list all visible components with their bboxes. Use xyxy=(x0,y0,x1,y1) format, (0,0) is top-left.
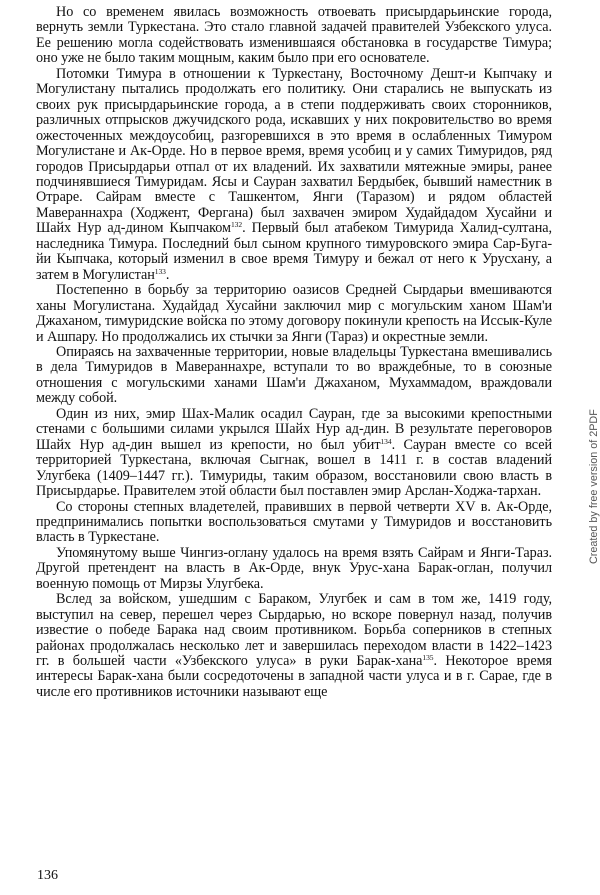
paragraph-text: Упомянутому выше Чингиз-оглану удалось на время взять Сайрам и Янги-Тараз. Другой претендент на власть в Ак-Орде, внук Урус-хана Барак-оглан, получил военную помощь от Мирзы Улугбека. xyxy=(36,544,552,592)
paragraph xyxy=(36,592,552,700)
paragraph-text: . Первый был атабеком Тимурида Халид-султана, наследника Тимура. Последний был сыном крупного тимуровского эмира Сар-Буга-йи Кыпчака, который изменил в свое время Тимуру и бежал от него к Урусхану, а затем в Могулистан xyxy=(36,220,552,283)
paragraph xyxy=(36,407,552,500)
paragraph-text: Постепенно в борьбу за территорию оазисов Средней Сырдарьи вмешиваются ханы Могулистана. Худайдад Хусайни заключил мир с могульским ханом Шам'и Джаханом, тимуридские войска по этому договору покинули крепость на Иссык-Куле и Ашпару. Но продолжались их стычки за Янги (Тараз) и окрестные земли. xyxy=(36,282,552,345)
paragraph xyxy=(36,345,552,407)
footnote-ref: 133 xyxy=(154,266,166,276)
paragraph xyxy=(36,5,552,67)
paragraph-text: Вслед за войском, ушедшим с Бараком, Улугбек и сам в том же, 1419 году, выступил на север, перешел через Сырдарью, но вскоре повернул назад, получив известие о победе Барака над своим противником. Борьба соперников в степных районах продолжалась несколько лет и завершилась переходом власти в 1422–1423 гг. в большей части «Узбекского улуса» в руки Барак-хана xyxy=(36,591,552,670)
paragraph-text: . xyxy=(165,266,170,283)
paragraph xyxy=(36,546,552,592)
paragraph-text: Со стороны степных владетелей, правивших в первой четверти XV в. Ак-Орде, предпринимались попытки воспользоваться смутами у Тимуридов и восстановить власть в Туркестане. xyxy=(36,498,552,546)
watermark-text: Created by free version of 2PDF xyxy=(588,409,600,564)
paragraph-text: . Некоторое время интересы Барак-хана были сосредоточены в западной части улуса и в г. Сарае, где в числе его противников источники называют еще xyxy=(36,653,552,700)
paragraph xyxy=(36,67,552,283)
paragraph xyxy=(36,500,552,546)
paragraph-text: Потомки Тимура в отношении к Туркестану, Восточному Дешт-и Кыпчаку и Могулистану пытались продолжать его политику. Они старались не выпускать из своих рук присырдарьинские города, а в степи поддерживать своих сторонников, различных отпрысков джучидского рода, искавших у них покровительство во время ожесточенных междоусобиц, разгоревшихся в это время в ослабленных Тимуром Могулистане и Ак-Орде. Но в первое время, время усобиц и у самих Тимуридов, ряд городов Присырдарьи отпал от их владений. Их захватили мятежные эмиры, ранее подчинявшиеся Тимуридам. Ясы и Сауран захватил Бердыбек, бывший наместник в Отраре. Сайрам вместе с Ташкентом, Янги (Таразом) и рядом областей Мавераннахра (Ходжент, Фергана) был захвачен эмиром Худайдадом Хусайни и Шайх Нур ад-дином Кыпчаком xyxy=(36,65,552,237)
paragraph-text: Но со временем явилась возможность отвоевать присырдарьинские города, вернуть земли Туркестана. Это стало главной задачей правителей Узбекского улуса. Ее решению могла содействовать изменившаяся обстановка в государстве Тимура; оно уже не было таким мощным, каким было при его основателе. xyxy=(36,4,552,67)
page-body xyxy=(36,5,552,700)
paragraph-text: . Сауран вместе со всей территорией Туркестана, включая Сыгнак, вошел в 1411 г. в состав владений Улугбека (1409–1447 гг.). Тимуриды, таким образом, восстановили свою власть в Присырдарье. Правителем этой области был поставлен эмир Арслан-Ходжа-тархан. xyxy=(36,436,552,500)
watermark xyxy=(576,204,600,564)
page-number: 136 xyxy=(37,868,58,883)
paragraph xyxy=(36,283,552,345)
paragraph-text: Один из них, эмир Шах-Малик осадил Сауран, где за высокими крепостными стенами с большими силами укрылся Шайх Нур ад-дин. В результате переговоров Шайх Нур ад-дин вышел из крепости, но был убит xyxy=(36,405,552,453)
footnote-ref: 135 xyxy=(422,653,434,663)
footnote-ref: 134 xyxy=(380,436,392,446)
paragraph-text: Опираясь на захваченные территории, новые владельцы Туркестана вмешивались в дела Тимуридов в Мавераннахре, вступали то во враждебные, то в союзные отношения с могульскими ханами Шам'и Джаханом, Мухаммадом, враждовали между собой. xyxy=(36,343,552,407)
footnote-ref: 132 xyxy=(230,220,243,230)
